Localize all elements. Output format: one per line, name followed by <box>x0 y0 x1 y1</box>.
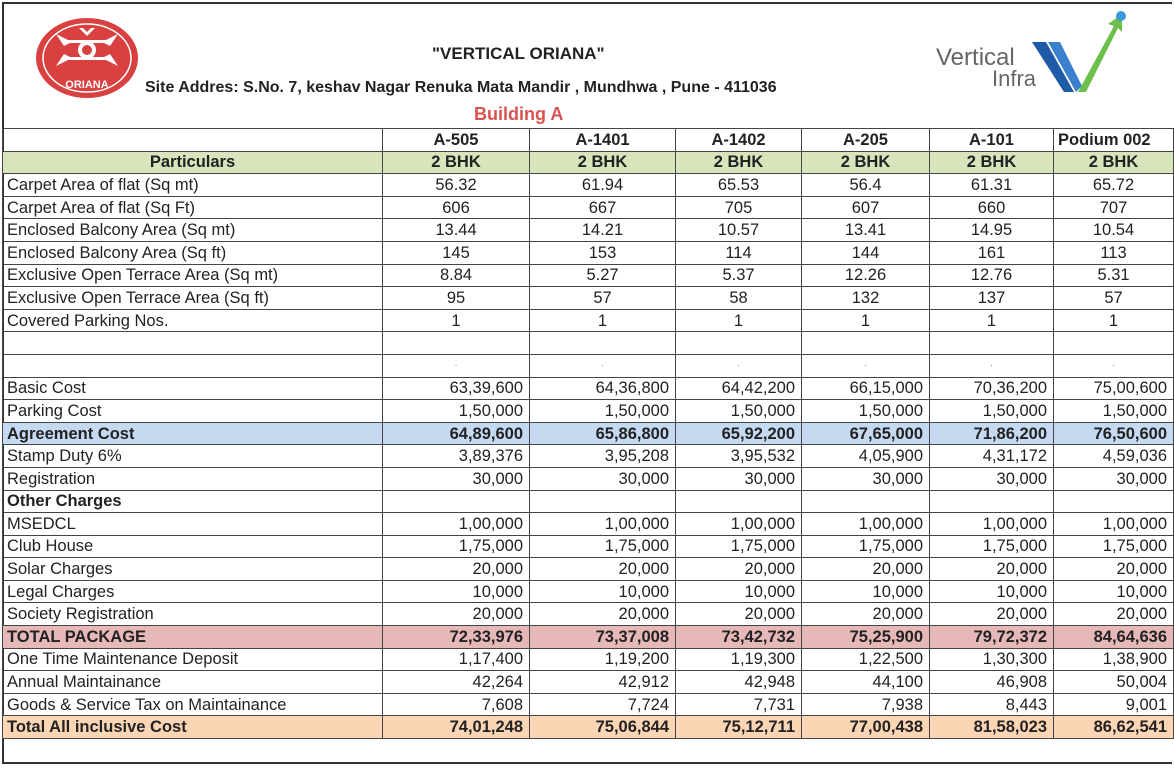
cost-sheet-table <box>2 128 1174 739</box>
row-label: Exclusive Open Terrace Area (Sq ft) <box>3 287 383 310</box>
site-address: Site Addres: S.No. 7, keshav Nagar Renuka Mata Mandir , Mundhwa , Pune - 411036 <box>145 79 777 96</box>
row-value: 153 <box>530 241 676 264</box>
row-value: 3,95,208 <box>530 445 676 468</box>
row-value: 64,89,600 <box>383 422 530 445</box>
row-value: 10,000 <box>530 580 676 603</box>
row-value: 50,004 <box>1054 671 1174 694</box>
row-label: Agreement Cost <box>3 422 383 445</box>
table-row <box>3 422 1174 445</box>
row-label: Exclusive Open Terrace Area (Sq mt) <box>3 264 383 287</box>
logo-text-infra: Infra <box>992 66 1037 91</box>
svg-text:ORIANA: ORIANA <box>65 79 109 91</box>
row-label: MSEDCL <box>3 513 383 536</box>
table-row <box>3 219 1174 242</box>
row-value: 9,001 <box>1054 693 1174 716</box>
row-value: 1,19,300 <box>676 648 802 671</box>
row-value: 1,00,000 <box>530 513 676 536</box>
row-value: 667 <box>530 196 676 219</box>
row-value <box>930 332 1054 355</box>
row-value: 20,000 <box>530 603 676 626</box>
document-header <box>0 0 1157 128</box>
row-value: 67,65,000 <box>802 422 930 445</box>
row-value: 42,264 <box>383 671 530 694</box>
row-value: 77,00,438 <box>802 716 930 739</box>
row-value: 1,75,000 <box>930 535 1054 558</box>
table-row <box>3 693 1174 716</box>
row-label: Legal Charges <box>3 580 383 603</box>
row-value: 7,731 <box>676 693 802 716</box>
table-row <box>3 241 1174 264</box>
row-label <box>3 354 383 377</box>
row-value: 1,00,000 <box>802 513 930 536</box>
table-row <box>3 309 1174 332</box>
row-value: 7,938 <box>802 693 930 716</box>
row-label: Registration <box>3 467 383 490</box>
row-value: 1,00,000 <box>383 513 530 536</box>
row-value: 1 <box>802 309 930 332</box>
table-row <box>3 603 1174 626</box>
row-value: 13.41 <box>802 219 930 242</box>
row-value: 44,100 <box>802 671 930 694</box>
row-value: 137 <box>930 287 1054 310</box>
row-label: Enclosed Balcony Area (Sq mt) <box>3 219 383 242</box>
building-label: Building A <box>474 104 564 124</box>
row-value: 5.37 <box>676 264 802 287</box>
row-value: 64,42,200 <box>676 377 802 400</box>
row-value: 72,33,976 <box>383 626 530 649</box>
row-value: 30,000 <box>930 467 1054 490</box>
row-value: 75,12,711 <box>676 716 802 739</box>
row-value: 10,000 <box>676 580 802 603</box>
row-value: 1,75,000 <box>676 535 802 558</box>
row-value: 30,000 <box>530 467 676 490</box>
table-row <box>3 196 1174 219</box>
row-value <box>383 490 530 513</box>
row-label: Club House <box>3 535 383 558</box>
row-value: 63,39,600 <box>383 377 530 400</box>
row-value: 42,948 <box>676 671 802 694</box>
row-label: Carpet Area of flat (Sq mt) <box>3 174 383 197</box>
row-value: 14.95 <box>930 219 1054 242</box>
row-value: 13.44 <box>383 219 530 242</box>
row-value <box>676 490 802 513</box>
row-value: · <box>930 354 1054 377</box>
row-value: 79,72,372 <box>930 626 1054 649</box>
row-value: 3,89,376 <box>383 445 530 468</box>
row-value <box>1054 332 1174 355</box>
row-value: 1,75,000 <box>802 535 930 558</box>
table-row <box>3 377 1174 400</box>
table-row <box>3 490 1174 513</box>
row-value <box>802 332 930 355</box>
row-value: 30,000 <box>383 467 530 490</box>
row-value: 132 <box>802 287 930 310</box>
row-value: 75,25,900 <box>802 626 930 649</box>
row-value: 7,608 <box>383 693 530 716</box>
row-value: 3,95,532 <box>676 445 802 468</box>
row-label: Carpet Area of flat (Sq Ft) <box>3 196 383 219</box>
table-row <box>3 287 1174 310</box>
table-row <box>3 174 1174 197</box>
row-value: 14.21 <box>530 219 676 242</box>
unit-type: 2 BHK <box>1054 151 1174 174</box>
row-value: 1,50,000 <box>676 400 802 423</box>
row-value: 12.26 <box>802 264 930 287</box>
row-label: Annual Maintainance <box>3 671 383 694</box>
row-value: 84,64,636 <box>1054 626 1174 649</box>
row-value: 70,36,200 <box>930 377 1054 400</box>
unit-header-row <box>3 129 1174 152</box>
unit-header: Podium 002 <box>1054 129 1174 152</box>
row-value: 144 <box>802 241 930 264</box>
row-value: 1,50,000 <box>802 400 930 423</box>
row-value: 65,92,200 <box>676 422 802 445</box>
row-value: 1,75,000 <box>383 535 530 558</box>
table-row <box>3 558 1174 581</box>
row-value: 66,15,000 <box>802 377 930 400</box>
row-value: 56.4 <box>802 174 930 197</box>
row-value: 145 <box>383 241 530 264</box>
table-row <box>3 467 1174 490</box>
row-value <box>1054 490 1174 513</box>
row-value: 61.94 <box>530 174 676 197</box>
row-value: 1,50,000 <box>383 400 530 423</box>
row-value: 20,000 <box>802 603 930 626</box>
row-value <box>383 332 530 355</box>
row-value: 73,37,008 <box>530 626 676 649</box>
row-value: 20,000 <box>676 558 802 581</box>
row-value: 1,17,400 <box>383 648 530 671</box>
row-value: 10,000 <box>930 580 1054 603</box>
unit-type: 2 BHK <box>676 151 802 174</box>
row-value: 5.27 <box>530 264 676 287</box>
row-value: 1,19,200 <box>530 648 676 671</box>
type-header-row <box>3 151 1174 174</box>
row-value: 10.54 <box>1054 219 1174 242</box>
row-label <box>3 332 383 355</box>
row-value <box>530 490 676 513</box>
oriana-logo-icon <box>34 16 140 100</box>
row-value: 1 <box>1054 309 1174 332</box>
unit-header: A-205 <box>802 129 930 152</box>
row-value: 10.57 <box>676 219 802 242</box>
row-value: 161 <box>930 241 1054 264</box>
row-value: 20,000 <box>930 603 1054 626</box>
row-value: 1,00,000 <box>676 513 802 536</box>
table-row <box>3 626 1174 649</box>
project-title: "VERTICAL ORIANA" <box>432 44 605 63</box>
row-value: · <box>530 354 676 377</box>
unit-header: A-505 <box>383 129 530 152</box>
row-value: 1,50,000 <box>530 400 676 423</box>
row-label: Society Registration <box>3 603 383 626</box>
row-value: 64,36,800 <box>530 377 676 400</box>
row-value: 95 <box>383 287 530 310</box>
row-value: 10,000 <box>802 580 930 603</box>
row-value: 1 <box>530 309 676 332</box>
row-value: 10,000 <box>383 580 530 603</box>
row-value: 1,00,000 <box>1054 513 1174 536</box>
table-row <box>3 535 1174 558</box>
row-label: TOTAL PACKAGE <box>3 626 383 649</box>
table-row <box>3 716 1174 739</box>
unit-header: A-1402 <box>676 129 802 152</box>
unit-type: 2 BHK <box>802 151 930 174</box>
row-value: 114 <box>676 241 802 264</box>
row-value: 20,000 <box>530 558 676 581</box>
row-label: Total All inclusive Cost <box>3 716 383 739</box>
table-row <box>3 513 1174 536</box>
row-value: 1,75,000 <box>1054 535 1174 558</box>
row-label: Covered Parking Nos. <box>3 309 383 332</box>
row-label: Parking Cost <box>3 400 383 423</box>
unit-type: 2 BHK <box>383 151 530 174</box>
row-label: Other Charges <box>3 490 383 513</box>
row-value: 46,908 <box>930 671 1054 694</box>
v-arrow-logo-icon <box>1030 6 1130 106</box>
row-label: Goods & Service Tax on Maintainance <box>3 693 383 716</box>
row-label: Enclosed Balcony Area (Sq ft) <box>3 241 383 264</box>
row-value: · <box>676 354 802 377</box>
row-value: · <box>1054 354 1174 377</box>
row-value: 75,06,844 <box>530 716 676 739</box>
row-value: 20,000 <box>930 558 1054 581</box>
row-value: 65.53 <box>676 174 802 197</box>
row-value: 20,000 <box>802 558 930 581</box>
row-value: 56.32 <box>383 174 530 197</box>
row-value: 86,62,541 <box>1054 716 1174 739</box>
row-value: 5.31 <box>1054 264 1174 287</box>
row-value: 113 <box>1054 241 1174 264</box>
row-value: 1,75,000 <box>530 535 676 558</box>
row-label: One Time Maintenance Deposit <box>3 648 383 671</box>
row-value: 30,000 <box>802 467 930 490</box>
row-value: 76,50,600 <box>1054 422 1174 445</box>
particulars-header: Particulars <box>3 151 383 174</box>
table-row <box>3 400 1174 423</box>
row-value: 8,443 <box>930 693 1054 716</box>
row-value <box>802 490 930 513</box>
unit-type: 2 BHK <box>530 151 676 174</box>
header-blank-cell <box>3 129 383 152</box>
row-value: 10,000 <box>1054 580 1174 603</box>
row-value: 12.76 <box>930 264 1054 287</box>
row-value: 1 <box>383 309 530 332</box>
row-value: 57 <box>1054 287 1174 310</box>
row-value: 61.31 <box>930 174 1054 197</box>
row-value: 1,50,000 <box>930 400 1054 423</box>
row-value: 660 <box>930 196 1054 219</box>
table-row <box>3 648 1174 671</box>
table-row <box>3 354 1174 377</box>
row-value: 73,42,732 <box>676 626 802 649</box>
row-value: 1 <box>676 309 802 332</box>
row-value: 1 <box>930 309 1054 332</box>
row-value: 20,000 <box>383 558 530 581</box>
row-value: 20,000 <box>1054 558 1174 581</box>
row-value: 4,31,172 <box>930 445 1054 468</box>
row-value: 20,000 <box>383 603 530 626</box>
row-value: 1,38,900 <box>1054 648 1174 671</box>
row-value: 1,00,000 <box>930 513 1054 536</box>
row-value: 30,000 <box>1054 467 1174 490</box>
row-value: · <box>383 354 530 377</box>
row-value: 607 <box>802 196 930 219</box>
row-value: 58 <box>676 287 802 310</box>
row-value: 20,000 <box>1054 603 1174 626</box>
row-value: 20,000 <box>676 603 802 626</box>
unit-header: A-101 <box>930 129 1054 152</box>
row-value: · <box>802 354 930 377</box>
vertical-infra-logo <box>934 6 1134 106</box>
row-value: 74,01,248 <box>383 716 530 739</box>
row-value: 1,22,500 <box>802 648 930 671</box>
row-value: 705 <box>676 196 802 219</box>
unit-type: 2 BHK <box>930 151 1054 174</box>
row-value: 7,724 <box>530 693 676 716</box>
row-value: 65,86,800 <box>530 422 676 445</box>
table-row <box>3 580 1174 603</box>
row-value: 75,00,600 <box>1054 377 1174 400</box>
row-value: 57 <box>530 287 676 310</box>
row-value: 71,86,200 <box>930 422 1054 445</box>
row-value: 81,58,023 <box>930 716 1054 739</box>
row-value: 1,50,000 <box>1054 400 1174 423</box>
row-value: 707 <box>1054 196 1174 219</box>
row-value: 65.72 <box>1054 174 1174 197</box>
row-value: 8.84 <box>383 264 530 287</box>
row-value <box>530 332 676 355</box>
table-row <box>3 445 1174 468</box>
row-value <box>930 490 1054 513</box>
row-label: Stamp Duty 6% <box>3 445 383 468</box>
row-label: Solar Charges <box>3 558 383 581</box>
logo-text-vertical: Vertical <box>936 44 1015 71</box>
row-value: 4,05,900 <box>802 445 930 468</box>
row-label: Basic Cost <box>3 377 383 400</box>
table-row <box>3 264 1174 287</box>
row-value: 42,912 <box>530 671 676 694</box>
row-value <box>676 332 802 355</box>
row-value: 1,30,300 <box>930 648 1054 671</box>
table-row <box>3 332 1174 355</box>
table-row <box>3 671 1174 694</box>
row-value: 606 <box>383 196 530 219</box>
row-value: 30,000 <box>676 467 802 490</box>
row-value: 4,59,036 <box>1054 445 1174 468</box>
unit-header: A-1401 <box>530 129 676 152</box>
